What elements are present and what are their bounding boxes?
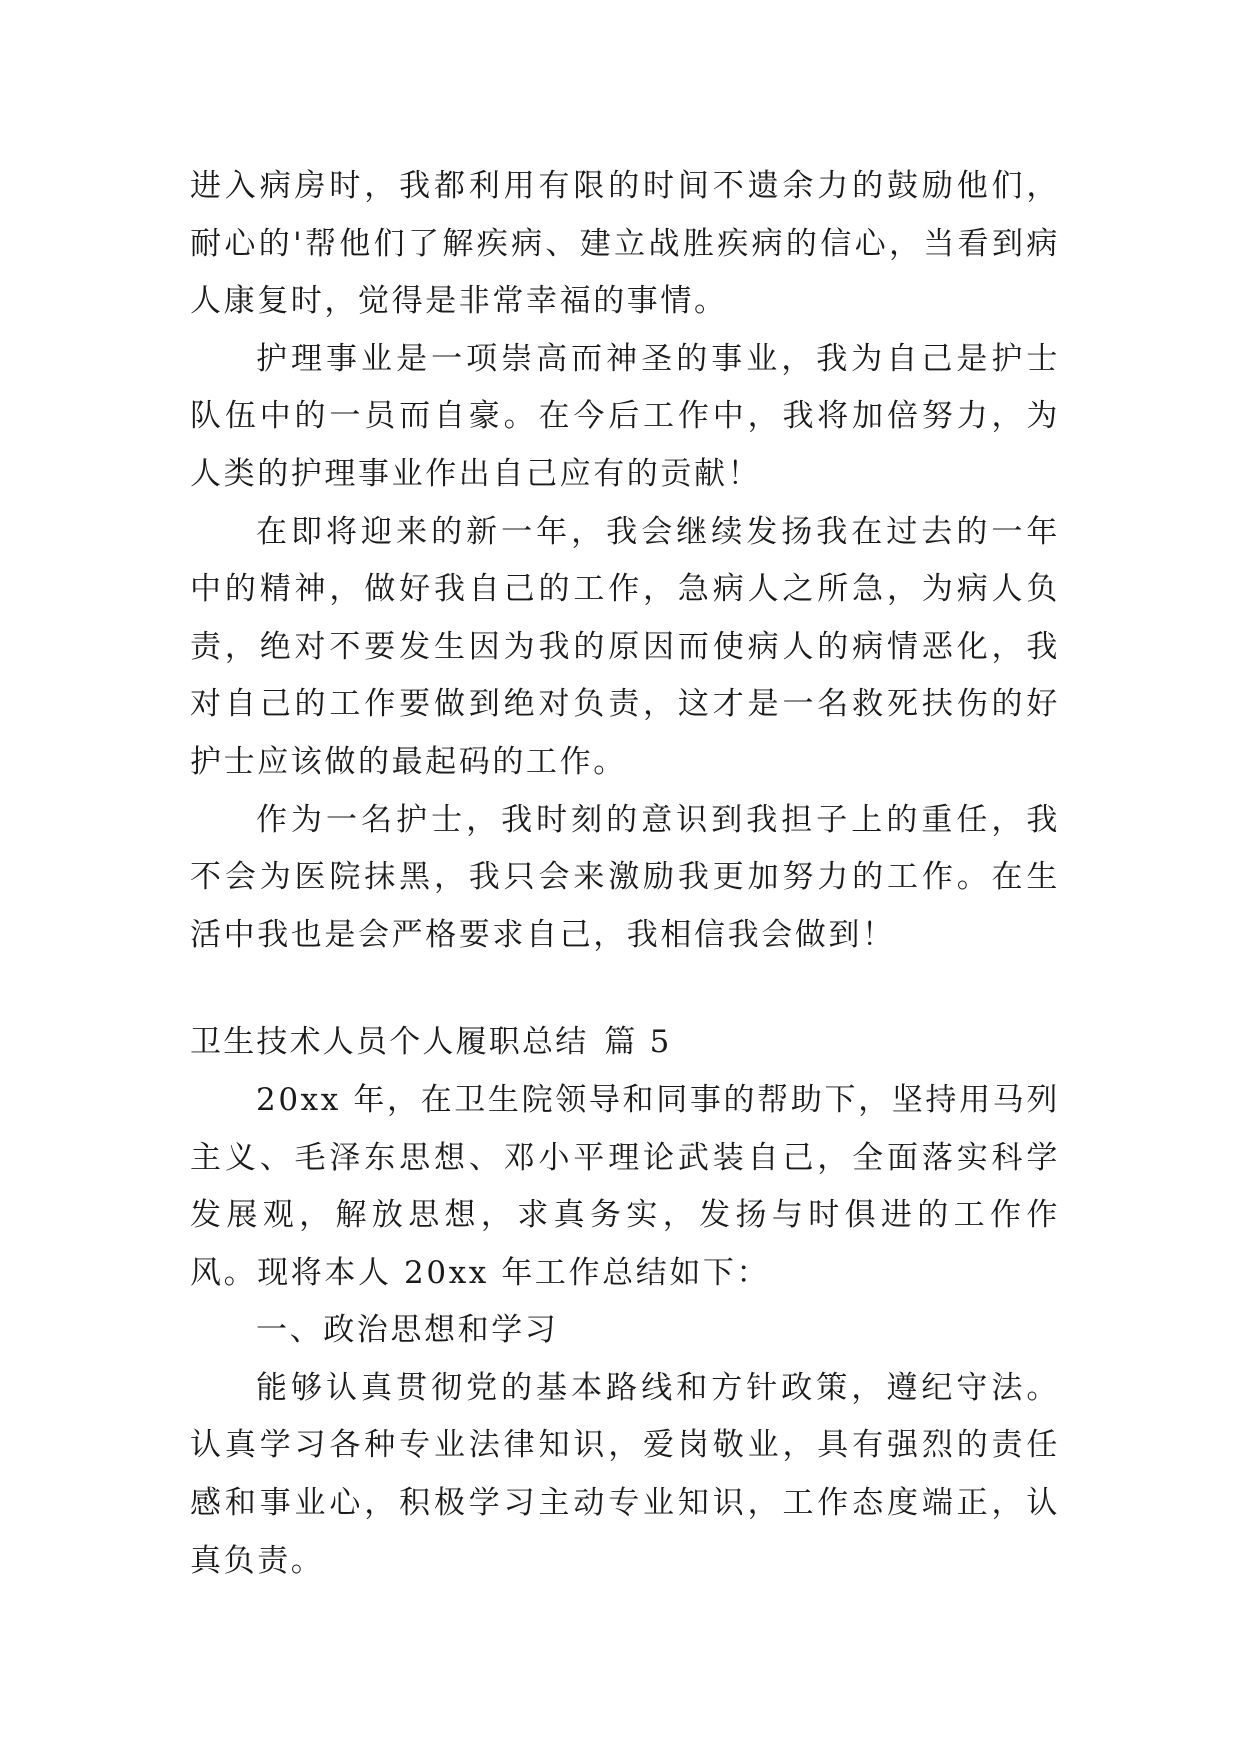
- paragraph-1: 进入病房时，我都利用有限的时间不遗余力的鼓励他们，耐心的'帮他们了解疾病、建立战胜疾病的信心，当看到病人康复时，觉得是非常幸福的事情。: [190, 168, 1060, 320]
- section-heading: [190, 1014, 1060, 1072]
- paragraph-7: 能够认真贯彻党的基本路线和方针政策，遵纪守法。认真学习各种专业法律知识，爱岗敬业，具有强烈的责任感和事业心，积极学习主动专业知识，工作态度端正，认真负责。: [190, 1369, 1060, 1579]
- document-body: [190, 158, 1060, 1590]
- section-heading-title: 卫生技术人员个人履职总结: [190, 1024, 589, 1061]
- paragraph-4: 作为一名护士，我时刻的意识到我担子上的重任，我不会为医院抹黑，我只会来激励我更加努力的工作。在生活中我也是会严格要求自己，我相信我会做到！: [190, 801, 1060, 953]
- paragraph-3: 在即将迎来的新一年，我会继续发扬我在过去的一年中的精神，做好我自己的工作，急病人之所急，为病人负责，绝对不要发生因为我的原因而使病人的病情恶化，我对自己的工作要做到绝对负责，这才是一名救死扶伤的好护士应该做的最起码的工作。: [190, 513, 1060, 780]
- paragraph-2: 护理事业是一项崇高而神圣的事业，我为自己是护士队伍中的一员而自豪。在今后工作中，我将加倍努力，为人类的护理事业作出自己应有的贡献！: [190, 340, 1060, 492]
- subheading-political-study: 一、政治思想和学习: [256, 1312, 559, 1349]
- paragraph-5: 20xx 年，在卫生院领导和同事的帮助下，坚持用马列主义、毛泽东思想、邓小平理论武装自己，全面落实科学发展观，解放思想，求真务实，发扬与时俱进的工作作风。现将本人 20xx 年工作总结如下：: [190, 1081, 1060, 1291]
- section-spacer: [190, 964, 1060, 1014]
- section-heading-label: 篇 5: [604, 1024, 672, 1061]
